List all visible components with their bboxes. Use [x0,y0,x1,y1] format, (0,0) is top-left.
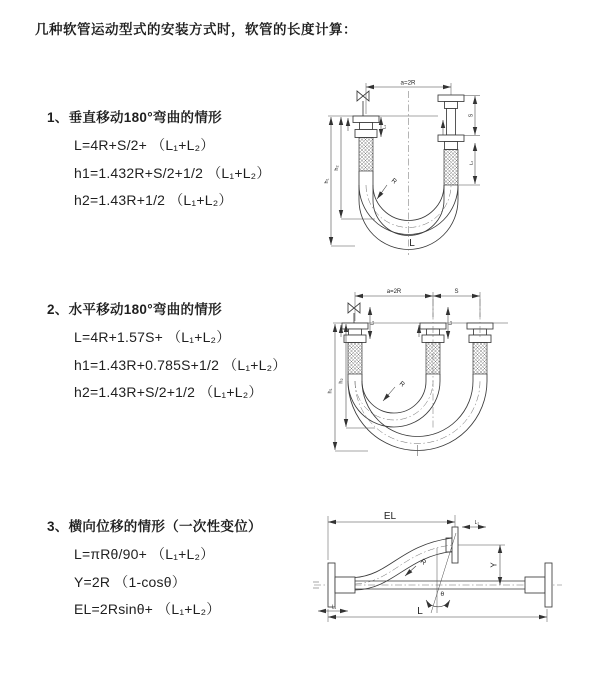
dim-label-l1: L₁ [382,124,388,130]
right-flange-assembly [438,95,464,185]
formula-line: h2=1.43R+1/2 （L₁+L₂） [74,192,233,208]
dimension-l2 [448,307,454,339]
section-2-heading: 2、水平移动180°弯曲的情形 [47,302,222,317]
section-3-heading: 3、横向位移的情形（一次性变位） [47,519,262,534]
dim-label-el: EL [383,511,397,522]
dim-label-span: a=2R [386,289,402,295]
radius-callout [383,380,406,401]
radius-callout [377,177,398,199]
section-lateral-displacement [47,515,262,624]
dim-label-l1: L₁ [331,604,337,611]
dimension-el [328,511,455,560]
diagram-lateral-displacement [300,500,600,645]
left-flange-assembly [353,116,379,171]
dim-label-l1: L₁ [370,320,376,326]
hose-curves [348,374,487,451]
formula-line: L=4R+1.57S+ （L₁+L₂） [74,329,231,345]
dimension-l2 [459,143,480,185]
section-3-formulas [47,541,262,624]
page-title: 几种软管运动型式的安装方式时，软管的长度计算： [35,22,357,37]
dimension-span-a2r [355,289,480,321]
section-horizontal-movement [47,298,287,407]
formula-line: h2=1.43R+S/2+1/2 （L₁+L₂） [74,384,263,400]
dim-label-r: R [389,177,398,186]
section-vertical-movement [47,106,271,215]
formula-line: Y=2R （1-cosθ） [74,573,186,590]
dim-label-h2: h₂ [334,165,340,171]
formula-line: h1=1.432R+S/2+1/2 （L₁+L₂） [74,164,271,181]
section-1-heading: 1、垂直移动180°弯曲的情形 [47,110,222,125]
dimension-l1 [381,117,388,137]
valve-icon [357,91,369,116]
dim-label-r: R [418,558,428,567]
formula-line: EL=2Rsinθ+ （L₁+L₂） [74,601,221,617]
dim-label-l2: L₂ [448,320,454,326]
dim-label-r: R [397,380,406,389]
dimension-l2 [462,520,486,527]
dimension-l1 [370,307,376,339]
formula-line: h1=1.43R+0.785S+1/2 （L₁+L₂） [74,356,287,373]
formula-line: L=4R+S/2+ （L₁+L₂） [74,137,215,153]
flange-assemblies [342,320,493,374]
diagram-horizontal-180-bend [313,281,598,463]
right-flange-assembly [525,563,552,607]
dimension-l-total [328,606,547,622]
section-2-formulas [47,324,287,407]
dimension-l1 [318,605,348,612]
hose-displaced-position [355,538,452,590]
dimension-y [490,545,501,585]
dimension-s [464,96,480,136]
dim-label-l2: L₂ [469,160,475,166]
dim-label-theta: θ [440,591,445,598]
dim-label-span: a=2R [400,79,416,87]
section-1-formulas [47,132,271,215]
dim-label-l-total: L [409,238,415,249]
dim-label-s: S [468,113,475,118]
braided-hose-section [444,150,458,186]
dim-label-h1: h₁ [324,178,330,184]
dim-label-h2: h₂ [338,378,345,384]
dim-label-y: Y [489,562,499,568]
left-flange-assembly [328,563,355,607]
braided-hose-section [359,138,373,172]
dim-label-l: L [417,606,423,617]
formula-line: L=πRθ/90+ （L₁+L₂） [74,546,215,562]
dim-label-s: S [454,289,459,295]
dimension-h1 [324,117,355,246]
radius-callout [405,558,427,576]
dim-label-h1: h₁ [327,388,334,394]
dim-label-l2: L₂ [474,520,480,526]
valve-icon [348,303,360,323]
diagram-vertical-180-bend [313,73,593,258]
